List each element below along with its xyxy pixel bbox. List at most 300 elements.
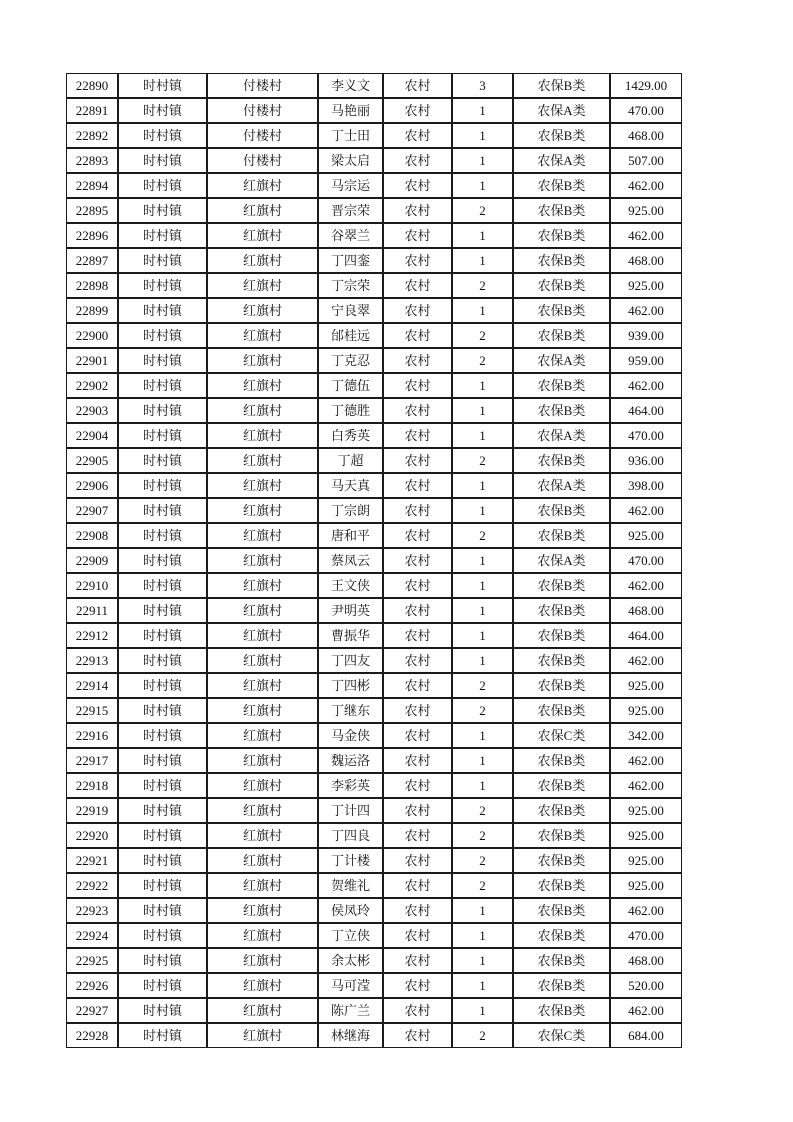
table-cell-residence_type: 农村 (383, 398, 452, 423)
table-cell-amount: 925.00 (610, 273, 682, 298)
table-cell-town: 时村镇 (118, 148, 207, 173)
table-cell-village: 红旗村 (207, 423, 318, 448)
table-cell-person_count: 2 (452, 523, 513, 548)
table-cell-record_id: 22896 (66, 223, 118, 248)
table-cell-town: 时村镇 (118, 248, 207, 273)
table-cell-insurance_category: 农保B类 (513, 998, 610, 1023)
table-row (66, 748, 682, 773)
table-cell-record_id: 22890 (66, 73, 118, 98)
table-cell-person_count: 1 (452, 298, 513, 323)
table-cell-person_count: 1 (452, 598, 513, 623)
table-cell-village: 红旗村 (207, 273, 318, 298)
table-row (66, 548, 682, 573)
table-cell-insurance_category: 农保B类 (513, 298, 610, 323)
table-cell-insurance_category: 农保A类 (513, 348, 610, 373)
table-cell-amount: 462.00 (610, 298, 682, 323)
table-row (66, 98, 682, 123)
table-cell-insurance_category: 农保B类 (513, 223, 610, 248)
table-cell-town: 时村镇 (118, 323, 207, 348)
table-cell-town: 时村镇 (118, 898, 207, 923)
table-row (66, 798, 682, 823)
table-cell-amount: 925.00 (610, 523, 682, 548)
table-cell-insurance_category: 农保B类 (513, 898, 610, 923)
table-cell-residence_type: 农村 (383, 673, 452, 698)
table-row (66, 173, 682, 198)
table-row (66, 73, 682, 98)
table-cell-town: 时村镇 (118, 548, 207, 573)
table-cell-insurance_category: 农保B类 (513, 273, 610, 298)
table-cell-person_count: 1 (452, 973, 513, 998)
table-cell-name: 丁克忍 (318, 348, 383, 373)
table-cell-residence_type: 农村 (383, 323, 452, 348)
table-cell-town: 时村镇 (118, 848, 207, 873)
table-cell-person_count: 1 (452, 548, 513, 573)
table-cell-village: 红旗村 (207, 723, 318, 748)
table-cell-insurance_category: 农保B类 (513, 623, 610, 648)
table-cell-record_id: 22922 (66, 873, 118, 898)
table-cell-person_count: 1 (452, 923, 513, 948)
table-cell-village: 红旗村 (207, 173, 318, 198)
table-cell-town: 时村镇 (118, 698, 207, 723)
table-cell-record_id: 22926 (66, 973, 118, 998)
table-cell-record_id: 22917 (66, 748, 118, 773)
table-cell-record_id: 22927 (66, 998, 118, 1023)
table-cell-person_count: 2 (452, 198, 513, 223)
table-cell-residence_type: 农村 (383, 298, 452, 323)
table-cell-name: 丁士田 (318, 123, 383, 148)
table-cell-person_count: 2 (452, 798, 513, 823)
table-cell-insurance_category: 农保A类 (513, 423, 610, 448)
table-cell-amount: 468.00 (610, 123, 682, 148)
table-row (66, 223, 682, 248)
table-cell-name: 贺维礼 (318, 873, 383, 898)
table-cell-insurance_category: 农保B类 (513, 198, 610, 223)
table-cell-town: 时村镇 (118, 223, 207, 248)
table-cell-residence_type: 农村 (383, 798, 452, 823)
table-cell-village: 红旗村 (207, 798, 318, 823)
table-cell-person_count: 1 (452, 473, 513, 498)
table-cell-residence_type: 农村 (383, 73, 452, 98)
table-cell-amount: 462.00 (610, 373, 682, 398)
table-cell-amount: 939.00 (610, 323, 682, 348)
table-cell-town: 时村镇 (118, 648, 207, 673)
table-cell-town: 时村镇 (118, 573, 207, 598)
table-row (66, 323, 682, 348)
table-cell-person_count: 1 (452, 148, 513, 173)
table-cell-person_count: 2 (452, 1023, 513, 1048)
table-cell-town: 时村镇 (118, 398, 207, 423)
table-cell-person_count: 2 (452, 348, 513, 373)
table-row (66, 973, 682, 998)
table-cell-name: 谷翠兰 (318, 223, 383, 248)
table-cell-residence_type: 农村 (383, 498, 452, 523)
table-cell-person_count: 3 (452, 73, 513, 98)
table-cell-record_id: 22903 (66, 398, 118, 423)
table-cell-person_count: 1 (452, 723, 513, 748)
table-cell-name: 丁计四 (318, 798, 383, 823)
table-cell-town: 时村镇 (118, 348, 207, 373)
table-cell-record_id: 22928 (66, 1023, 118, 1048)
table-cell-village: 红旗村 (207, 623, 318, 648)
table-cell-person_count: 1 (452, 948, 513, 973)
table-cell-residence_type: 农村 (383, 98, 452, 123)
table-cell-person_count: 1 (452, 423, 513, 448)
table-cell-name: 唐和平 (318, 523, 383, 548)
table-cell-residence_type: 农村 (383, 148, 452, 173)
table-cell-name: 蔡凤云 (318, 548, 383, 573)
table-cell-person_count: 1 (452, 248, 513, 273)
table-cell-insurance_category: 农保B类 (513, 323, 610, 348)
table-cell-name: 马艳丽 (318, 98, 383, 123)
table-cell-town: 时村镇 (118, 973, 207, 998)
table-cell-name: 丁继东 (318, 698, 383, 723)
table-cell-name: 马天真 (318, 473, 383, 498)
table-cell-person_count: 1 (452, 98, 513, 123)
table-cell-village: 红旗村 (207, 698, 318, 723)
table-cell-residence_type: 农村 (383, 973, 452, 998)
table-cell-name: 魏运洛 (318, 748, 383, 773)
table-row (66, 273, 682, 298)
table-cell-person_count: 2 (452, 273, 513, 298)
table-cell-residence_type: 农村 (383, 823, 452, 848)
table-cell-amount: 925.00 (610, 848, 682, 873)
table-cell-residence_type: 农村 (383, 898, 452, 923)
table-row (66, 373, 682, 398)
table-cell-amount: 462.00 (610, 748, 682, 773)
table-cell-person_count: 1 (452, 898, 513, 923)
table-cell-record_id: 22900 (66, 323, 118, 348)
table-cell-record_id: 22899 (66, 298, 118, 323)
table-cell-name: 丁德伍 (318, 373, 383, 398)
table-cell-village: 红旗村 (207, 523, 318, 548)
table-cell-record_id: 22915 (66, 698, 118, 723)
table-cell-residence_type: 农村 (383, 248, 452, 273)
table-cell-village: 红旗村 (207, 598, 318, 623)
table-cell-record_id: 22912 (66, 623, 118, 648)
table-cell-person_count: 2 (452, 448, 513, 473)
table-cell-record_id: 22923 (66, 898, 118, 923)
table-cell-person_count: 1 (452, 998, 513, 1023)
table-row (66, 848, 682, 873)
table-cell-residence_type: 农村 (383, 1023, 452, 1048)
table-cell-insurance_category: 农保B类 (513, 973, 610, 998)
table-cell-town: 时村镇 (118, 448, 207, 473)
table-cell-village: 红旗村 (207, 498, 318, 523)
table-cell-name: 丁宗朗 (318, 498, 383, 523)
table-cell-name: 余太彬 (318, 948, 383, 973)
table-cell-town: 时村镇 (118, 623, 207, 648)
table-cell-insurance_category: 农保A类 (513, 548, 610, 573)
table-cell-name: 曹振华 (318, 623, 383, 648)
table-row (66, 898, 682, 923)
table-row (66, 923, 682, 948)
table-cell-town: 时村镇 (118, 948, 207, 973)
table-cell-village: 红旗村 (207, 573, 318, 598)
table-row (66, 523, 682, 548)
table-cell-record_id: 22909 (66, 548, 118, 573)
table-cell-residence_type: 农村 (383, 523, 452, 548)
table-cell-amount: 936.00 (610, 448, 682, 473)
table-cell-residence_type: 农村 (383, 698, 452, 723)
table-cell-person_count: 1 (452, 223, 513, 248)
table-cell-residence_type: 农村 (383, 198, 452, 223)
table-cell-record_id: 22916 (66, 723, 118, 748)
table-cell-insurance_category: 农保B类 (513, 123, 610, 148)
table-cell-amount: 468.00 (610, 248, 682, 273)
table-cell-name: 丁立侠 (318, 923, 383, 948)
table-cell-amount: 470.00 (610, 423, 682, 448)
table-cell-amount: 925.00 (610, 823, 682, 848)
table-cell-residence_type: 农村 (383, 948, 452, 973)
table-cell-name: 丁宗荣 (318, 273, 383, 298)
table-cell-insurance_category: 农保B类 (513, 498, 610, 523)
table-cell-record_id: 22898 (66, 273, 118, 298)
table-cell-town: 时村镇 (118, 373, 207, 398)
table-cell-record_id: 22907 (66, 498, 118, 523)
table-cell-village: 红旗村 (207, 223, 318, 248)
table-cell-record_id: 22918 (66, 773, 118, 798)
table-cell-person_count: 2 (452, 873, 513, 898)
table-cell-name: 马可滢 (318, 973, 383, 998)
table-cell-amount: 925.00 (610, 198, 682, 223)
table-cell-insurance_category: 农保B类 (513, 448, 610, 473)
table-cell-name: 陈广兰 (318, 998, 383, 1023)
table-cell-residence_type: 农村 (383, 648, 452, 673)
table-cell-insurance_category: 农保B类 (513, 698, 610, 723)
table-row (66, 823, 682, 848)
table-cell-record_id: 22914 (66, 673, 118, 698)
table-cell-record_id: 22897 (66, 248, 118, 273)
table-cell-insurance_category: 农保B类 (513, 923, 610, 948)
table-cell-name: 林继海 (318, 1023, 383, 1048)
table-cell-person_count: 1 (452, 648, 513, 673)
table-row (66, 498, 682, 523)
table-cell-name: 丁四良 (318, 823, 383, 848)
table-cell-amount: 1429.00 (610, 73, 682, 98)
table-cell-town: 时村镇 (118, 598, 207, 623)
table-cell-town: 时村镇 (118, 423, 207, 448)
table-cell-name: 丁德胜 (318, 398, 383, 423)
table-cell-town: 时村镇 (118, 798, 207, 823)
table-row (66, 723, 682, 748)
table-cell-town: 时村镇 (118, 523, 207, 548)
table-cell-amount: 462.00 (610, 898, 682, 923)
table-cell-record_id: 22913 (66, 648, 118, 673)
table-cell-record_id: 22891 (66, 98, 118, 123)
table-row (66, 598, 682, 623)
table-cell-insurance_category: 农保B类 (513, 848, 610, 873)
table-cell-amount: 925.00 (610, 698, 682, 723)
table-row (66, 348, 682, 373)
table-row (66, 673, 682, 698)
table-cell-amount: 464.00 (610, 398, 682, 423)
table-cell-name: 马宗运 (318, 173, 383, 198)
table-cell-residence_type: 农村 (383, 273, 452, 298)
table-row (66, 648, 682, 673)
table-cell-insurance_category: 农保B类 (513, 598, 610, 623)
table-cell-town: 时村镇 (118, 298, 207, 323)
table-cell-amount: 462.00 (610, 998, 682, 1023)
table-cell-residence_type: 农村 (383, 423, 452, 448)
table-row (66, 248, 682, 273)
table-cell-residence_type: 农村 (383, 123, 452, 148)
table-cell-insurance_category: 农保B类 (513, 673, 610, 698)
table-cell-name: 侯凤玲 (318, 898, 383, 923)
table-cell-village: 红旗村 (207, 448, 318, 473)
table-row (66, 298, 682, 323)
table-cell-village: 付楼村 (207, 73, 318, 98)
table-cell-insurance_category: 农保B类 (513, 398, 610, 423)
table-cell-name: 晋宗荣 (318, 198, 383, 223)
table-body (66, 73, 682, 1048)
table-cell-record_id: 22906 (66, 473, 118, 498)
table-row (66, 1023, 682, 1048)
table-cell-person_count: 1 (452, 773, 513, 798)
table-cell-residence_type: 农村 (383, 373, 452, 398)
table-cell-record_id: 22911 (66, 598, 118, 623)
table-cell-amount: 470.00 (610, 548, 682, 573)
table-cell-name: 王文侠 (318, 573, 383, 598)
table-cell-village: 红旗村 (207, 923, 318, 948)
table-cell-village: 红旗村 (207, 1023, 318, 1048)
table-cell-village: 红旗村 (207, 198, 318, 223)
table-cell-person_count: 1 (452, 623, 513, 648)
table-cell-amount: 684.00 (610, 1023, 682, 1048)
table-cell-insurance_category: 农保C类 (513, 723, 610, 748)
table-cell-record_id: 22905 (66, 448, 118, 473)
table-cell-person_count: 1 (452, 573, 513, 598)
table-cell-name: 宁良翠 (318, 298, 383, 323)
table-cell-residence_type: 农村 (383, 848, 452, 873)
table-cell-village: 红旗村 (207, 948, 318, 973)
table-cell-village: 红旗村 (207, 298, 318, 323)
table-cell-town: 时村镇 (118, 498, 207, 523)
table-row (66, 148, 682, 173)
table-cell-village: 红旗村 (207, 748, 318, 773)
table-row (66, 873, 682, 898)
table-cell-town: 时村镇 (118, 473, 207, 498)
table-cell-village: 红旗村 (207, 823, 318, 848)
table-cell-village: 红旗村 (207, 473, 318, 498)
table-cell-record_id: 22921 (66, 848, 118, 873)
table-cell-town: 时村镇 (118, 673, 207, 698)
table-cell-amount: 462.00 (610, 648, 682, 673)
table-cell-name: 邰桂远 (318, 323, 383, 348)
table-cell-insurance_category: 农保B类 (513, 798, 610, 823)
table-cell-village: 红旗村 (207, 848, 318, 873)
table-cell-amount: 464.00 (610, 623, 682, 648)
table-cell-residence_type: 农村 (383, 723, 452, 748)
table-cell-amount: 959.00 (610, 348, 682, 373)
table-cell-person_count: 2 (452, 698, 513, 723)
table-cell-insurance_category: 农保B类 (513, 573, 610, 598)
table-cell-town: 时村镇 (118, 123, 207, 148)
table-cell-amount: 462.00 (610, 773, 682, 798)
table-row (66, 948, 682, 973)
table-cell-name: 白秀英 (318, 423, 383, 448)
table-cell-amount: 462.00 (610, 223, 682, 248)
table-cell-name: 丁计楼 (318, 848, 383, 873)
table-cell-record_id: 22920 (66, 823, 118, 848)
table-cell-amount: 342.00 (610, 723, 682, 748)
table-cell-town: 时村镇 (118, 823, 207, 848)
table-cell-town: 时村镇 (118, 73, 207, 98)
table-cell-person_count: 2 (452, 823, 513, 848)
table-cell-name: 梁太启 (318, 148, 383, 173)
table-cell-name: 李彩英 (318, 773, 383, 798)
table-row (66, 448, 682, 473)
table-cell-village: 红旗村 (207, 398, 318, 423)
table-cell-town: 时村镇 (118, 173, 207, 198)
table-cell-insurance_category: 农保B类 (513, 748, 610, 773)
table-cell-person_count: 1 (452, 373, 513, 398)
table-cell-insurance_category: 农保B类 (513, 373, 610, 398)
table-cell-residence_type: 农村 (383, 598, 452, 623)
table-cell-residence_type: 农村 (383, 548, 452, 573)
table-cell-name: 尹明英 (318, 598, 383, 623)
table-row (66, 573, 682, 598)
table-cell-amount: 398.00 (610, 473, 682, 498)
table-cell-insurance_category: 农保B类 (513, 948, 610, 973)
table-cell-insurance_category: 农保B类 (513, 523, 610, 548)
table-cell-insurance_category: 农保B类 (513, 173, 610, 198)
table-cell-village: 红旗村 (207, 373, 318, 398)
table-row (66, 698, 682, 723)
table-cell-person_count: 1 (452, 173, 513, 198)
table-row (66, 198, 682, 223)
table-cell-amount: 462.00 (610, 573, 682, 598)
table-cell-village: 付楼村 (207, 98, 318, 123)
table-cell-village: 红旗村 (207, 998, 318, 1023)
table-cell-residence_type: 农村 (383, 448, 452, 473)
table-cell-person_count: 1 (452, 748, 513, 773)
table-cell-residence_type: 农村 (383, 873, 452, 898)
table-cell-name: 丁四友 (318, 648, 383, 673)
table-cell-amount: 520.00 (610, 973, 682, 998)
table-row (66, 773, 682, 798)
table-cell-record_id: 22908 (66, 523, 118, 548)
table-cell-town: 时村镇 (118, 998, 207, 1023)
table-cell-record_id: 22925 (66, 948, 118, 973)
table-cell-record_id: 22895 (66, 198, 118, 223)
table-cell-town: 时村镇 (118, 773, 207, 798)
table-row (66, 998, 682, 1023)
table-cell-town: 时村镇 (118, 273, 207, 298)
table-cell-record_id: 22892 (66, 123, 118, 148)
table-cell-village: 红旗村 (207, 348, 318, 373)
table-cell-insurance_category: 农保C类 (513, 1023, 610, 1048)
table-cell-insurance_category: 农保A类 (513, 473, 610, 498)
table-cell-residence_type: 农村 (383, 573, 452, 598)
table-cell-village: 红旗村 (207, 773, 318, 798)
table-cell-village: 红旗村 (207, 323, 318, 348)
table-cell-town: 时村镇 (118, 723, 207, 748)
table-cell-village: 红旗村 (207, 873, 318, 898)
table-cell-amount: 925.00 (610, 798, 682, 823)
table-cell-village: 红旗村 (207, 548, 318, 573)
table-cell-amount: 925.00 (610, 873, 682, 898)
table-row (66, 398, 682, 423)
table-cell-name: 丁超 (318, 448, 383, 473)
table-cell-amount: 507.00 (610, 148, 682, 173)
table-cell-residence_type: 农村 (383, 923, 452, 948)
table-cell-village: 红旗村 (207, 973, 318, 998)
table-cell-amount: 468.00 (610, 948, 682, 973)
table-cell-town: 时村镇 (118, 748, 207, 773)
table-cell-record_id: 22902 (66, 373, 118, 398)
table-cell-insurance_category: 农保B类 (513, 773, 610, 798)
table-cell-village: 红旗村 (207, 898, 318, 923)
